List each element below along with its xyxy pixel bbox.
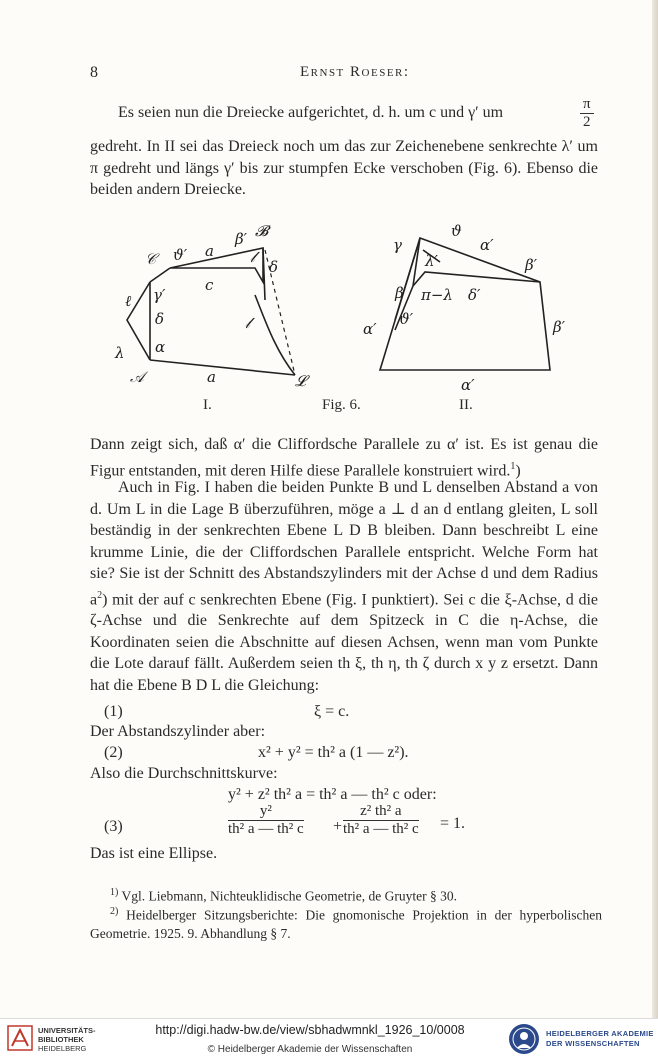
fig2-label-beta-right: β′ <box>525 256 538 274</box>
fig2-label-alpha-top: α′ <box>480 236 494 254</box>
paragraph-2-text-b: ) mit der auf c senkrechten Ebene (Fig. I punktiert). Sei c die ξ-Achse, d die ζ-Achse und die Senkrechte auf dem Spitzeck in C die η-Achse, die Koordinaten seien die Abschnitte auf diesen Achsen, wenn man vom Punkte die Lote darauf fällt. Außerdem seien th ξ, th η, th ζ durch x y z ersetzt. Dann hat die Ebene B D L die Gleichung: <box>90 590 598 694</box>
fig2-label-alpha-left: α′ <box>363 320 377 338</box>
fraction-2-numerator: z² th² a <box>343 803 419 821</box>
academy-seal-icon <box>508 1023 540 1055</box>
fig2-inner-edge <box>413 272 540 286</box>
cylinder-line: Der Abstandszylinder aber: <box>90 723 266 740</box>
fig1-label-vartheta: ϑ′ <box>173 246 188 264</box>
equation-3-fraction-1 <box>228 803 304 838</box>
academy-name-line-2: DER WISSENSCHAFTEN <box>546 1039 640 1048</box>
academy-name-line-1: HEIDELBERGER AKADEMIE <box>546 1029 654 1038</box>
figure-caption: Fig. 6. <box>322 397 361 413</box>
equation-3-number: (3) <box>104 818 123 835</box>
fraction-denominator: 2 <box>583 114 591 130</box>
library-name <box>38 1026 96 1053</box>
intro-paragraph: gedreht. In II sei das Dreieck noch um das zur Zeichenebene senkrechte λ′ um π gedreht und längs γ′ bis zur stumpfen Ecke verschoben (Fig. 6). Ebenso die beiden andern Dreiecke. <box>90 138 598 198</box>
paragraph-2 <box>90 477 598 696</box>
fig2-label-pi-lambda: π−λ <box>421 286 453 304</box>
fig1-bottom-edge <box>150 360 295 375</box>
fig1-top-left-edge <box>150 268 170 282</box>
running-header: Ernst Roeser: <box>300 64 410 80</box>
fig1-label-beta: β′ <box>235 230 248 248</box>
fraction-numerator: π <box>580 96 594 114</box>
fig1-label-l-mid: 𝓁 <box>245 314 250 332</box>
figure-6 <box>95 220 566 400</box>
fig1-label-a-top: a <box>205 242 214 260</box>
copyright-notice: © Heidelberger Akademie der Wissenschaften <box>207 1044 413 1055</box>
paragraph-1-text: Dann zeigt sich, daß α′ die Cliffordsche Parallele zu α′ ist. Es ist genau die Figur entstanden, mit deren Hilfe diese Parallele konstruiert wird. <box>90 436 598 479</box>
footnote-2 <box>90 903 602 943</box>
footnote-1-mark: 1) <box>110 887 119 898</box>
figure-label-I: I. <box>203 397 212 413</box>
equation-3-fraction-2 <box>343 803 419 838</box>
footnote-ref-1: 1 <box>510 460 516 472</box>
equation-1-number: (1) <box>104 703 123 720</box>
fig2-label-vartheta: ϑ <box>451 222 462 240</box>
fig2-label-vartheta-low: ϑ′ <box>399 310 414 328</box>
figure-I-labels <box>114 222 310 390</box>
fig1-label-C: 𝒞 <box>145 250 156 268</box>
fig1-right-curve <box>255 295 295 375</box>
fig1-label-c: c <box>205 276 214 294</box>
equation-1: ξ = c. <box>314 703 350 720</box>
fig1-right-top-edge <box>263 248 265 300</box>
fig1-label-delta-top: δ <box>269 258 279 276</box>
library-name-line-1: UNIVERSITÄTS- <box>38 1026 96 1035</box>
fig1-label-l-left: ℓ <box>125 292 132 310</box>
university-library-logo-icon <box>6 1024 34 1052</box>
permalink-url[interactable]: http://digi.hadw-bw.de/view/sbhadwmnkl_1926_10/0008 <box>155 1023 465 1037</box>
fig1-label-L: 𝓛 <box>295 372 306 390</box>
fig1-label-l-top: 𝓁 <box>250 248 255 266</box>
fig2-label-lambda: λ′ <box>425 252 438 270</box>
fig2-label-beta-side: β′ <box>553 318 566 336</box>
fig2-label-gamma: γ <box>393 236 402 254</box>
fraction-2-denominator: th² a — th² c <box>343 821 419 837</box>
fraction-1-denominator: th² a — th² c <box>228 821 304 837</box>
curve-line: Also die Durchschnittskurve: <box>90 765 278 782</box>
fig1-label-B: 𝓑 <box>255 222 269 240</box>
paragraph-1: Dann zeigt sich, daß α′ die Cliffordsche Parallele zu α′ ist. Es ist genau die Figur entstanden, mit deren Hilfe diese Parallele konstruiert wird.$^1$) <box>90 436 598 479</box>
pi-half-fraction <box>580 96 594 131</box>
fig2-label-delta: δ′ <box>468 286 481 304</box>
fig1-label-gamma: γ′ <box>153 286 166 304</box>
equation-2: x² + y² = th² a (1 — z²). <box>258 744 409 761</box>
academy-name <box>546 1029 654 1049</box>
fig1-label-a-bottom: a <box>207 368 216 386</box>
footnote-1-text: Vgl. Liebmann, Nichteuklidische Geometrie, de Gruyter § 30. <box>121 888 458 904</box>
viewer-footer <box>0 1018 658 1061</box>
fig1-label-alpha: ɑ <box>155 338 166 356</box>
footnote-2-text: Heidelberger Sitzungsberichte: Die gnomonische Projektion in der hyperbolischen Geometrie. 1925. 9. Abhandlung § 7. <box>90 907 603 941</box>
fig1-label-delta-mid: δ <box>155 310 165 328</box>
page-number: 8 <box>90 64 98 81</box>
library-name-line-3: HEIDELBERG <box>38 1044 87 1053</box>
fig1-label-A: 𝒜 <box>130 368 145 386</box>
paragraph-2-text-a: Auch in Fig. I haben die beiden Punkte B und L denselben Abstand a von d. Um L in die Lage B überzuführen, möge a ⊥ d an d entlang gleiten, L soll beständig in der senkrechten Ebene L D B bleiben. Dann beschreibt L eine krumme Linie, die der Cliffordschen Parallele entspricht. Welche Form hat sie? Sie ist der Schnitt des Abstandszylinders mit der Achse d und dem Radius a <box>90 479 598 608</box>
footnote-ref-2: 2 <box>97 589 103 601</box>
fig2-label-alpha-bottom: α′ <box>461 376 475 394</box>
equation-3-equals: = 1. <box>440 815 466 832</box>
equation-3a: y² + z² th² a = th² a — th² c oder: <box>228 786 437 803</box>
equation-2-number: (2) <box>104 744 123 761</box>
fig1-label-lambda: λ <box>115 344 125 362</box>
figure-II-labels <box>363 222 566 394</box>
footnote-2-mark: 2) <box>110 906 119 917</box>
ellipse-line: Das ist eine Ellipse. <box>90 845 218 862</box>
library-name-line-2: BIBLIOTHEK <box>38 1035 84 1044</box>
fig2-label-beta-left: β <box>395 284 404 302</box>
fraction-1-numerator: y² <box>228 803 304 821</box>
figure-label-II: II. <box>459 397 473 413</box>
equation-3-plus: + <box>333 818 343 835</box>
page-edge <box>652 0 658 1018</box>
intro-line-1: Es seien nun die Dreiecke aufgerichtet, d. h. um c und γ′ um <box>118 104 504 121</box>
